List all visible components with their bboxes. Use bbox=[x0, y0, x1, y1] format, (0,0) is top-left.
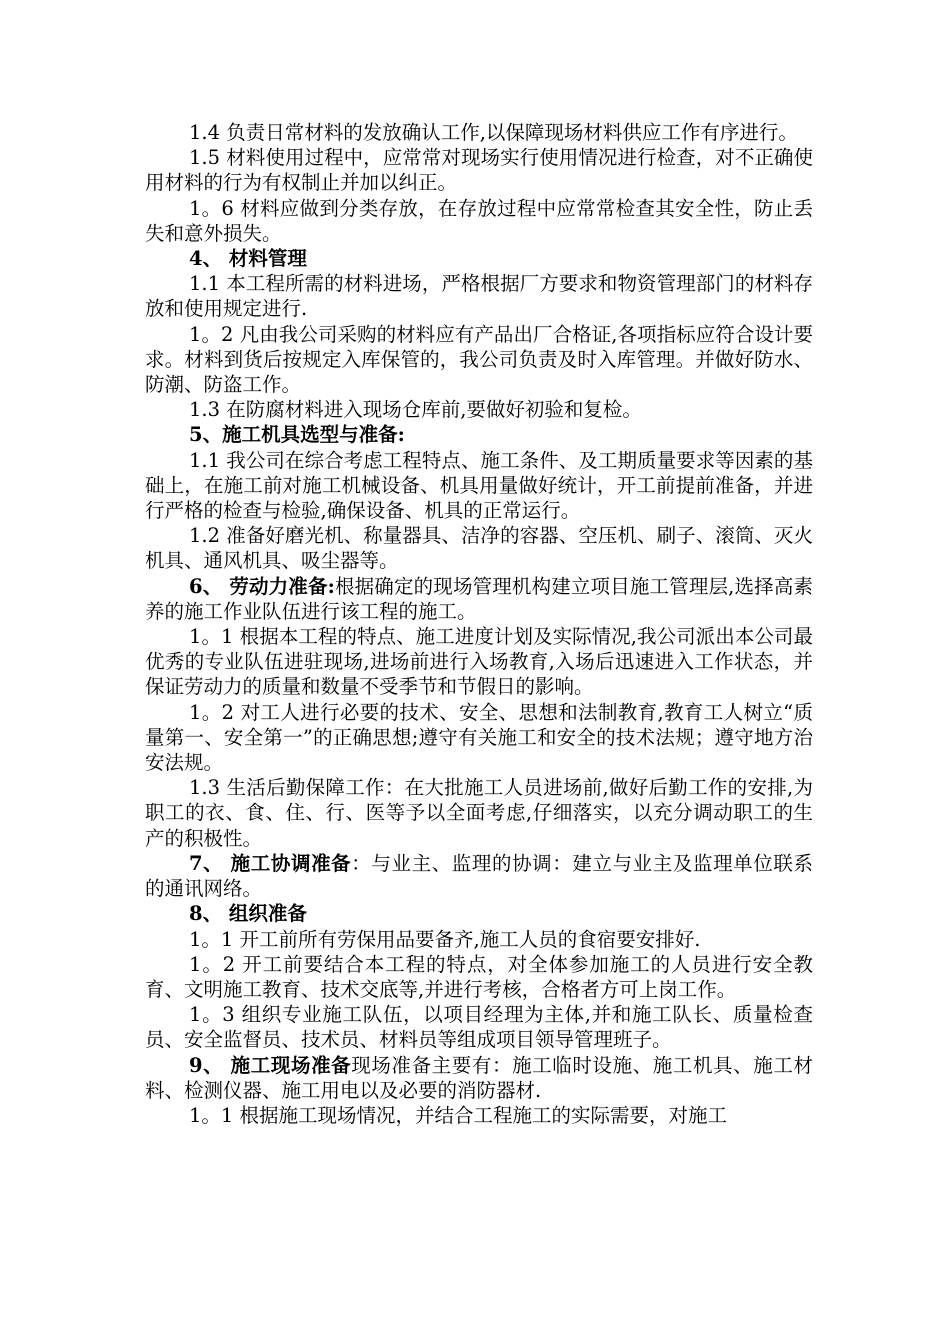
heading-labor-preparation: 6、 劳动力准备: bbox=[189, 574, 335, 598]
coordination-preparation-text: ：与业主、监理的协调：建立与业主及监理单位联系的通讯网络。 bbox=[145, 851, 813, 901]
paragraph-coordination-preparation bbox=[145, 851, 813, 901]
paragraph-8-1-3: 1。3 组织专业施工队伍，以项目经理为主体,并和施工队长、质量检查员、安全监督员、技术员、材料员等组成项目领导管理班子。 bbox=[145, 1003, 813, 1052]
paragraph-6-1-3: 1.3 生活后勤保障工作：在大批施工人员进场前,做好后勤工作的安排,为职工的衣、食、住、行、医等予以全面考虑,仔细落实，以充分调动职工的生产的积极性。 bbox=[145, 776, 813, 850]
paragraph-1-6: 1。6 材料应做到分类存放，在存放过程中应常常检查其安全性，防止丢失和意外损失。 bbox=[145, 196, 813, 245]
heading-coordination-preparation: 7、 施工协调准备 bbox=[189, 851, 352, 875]
paragraph-8-1-2: 1。2 开工前要结合本工程的特点，对全体参加施工的人员进行安全教育、文明施工教育、技术交底等,并进行考核，合格者方可上岗工作。 bbox=[145, 952, 813, 1001]
paragraph-6-1-2: 1。2 对工人进行必要的技术、安全、思想和法制教育,教育工人树立“质量第一、安全第一”的正确思想;遵守有关施工和安全的技术法规；遵守地方治安法规。 bbox=[145, 700, 813, 775]
paragraph-labor-preparation bbox=[145, 574, 813, 624]
heading-equipment-preparation: 5、施工机具选型与准备: bbox=[189, 423, 405, 447]
paragraph-5-1-2: 1.2 准备好磨光机、称量器具、洁净的容器、空压机、刷子、滚筒、灭火机具、通风机具、吸尘器等。 bbox=[145, 524, 813, 573]
paragraph-1-5: 1.5 材料使用过程中，应常常对现场实行使用情况进行检查，对不正确使用材料的行为有权制止并加以纠正。 bbox=[145, 146, 813, 195]
paragraph-8-1-1: 1。1 开工前所有劳保用品要备齐,施工人员的食宿要安排好. bbox=[189, 927, 701, 951]
site-preparation-text: 现场准备主要有：施工临时设施、施工机具、施工材料、检测仪器、施工用电以及必要的消防器材. bbox=[145, 1053, 813, 1102]
heading-organization-preparation: 8、 组织准备 bbox=[189, 902, 307, 926]
paragraph-4-1-2: 1。2 凡由我公司采购的材料应有产品出厂合格证,各项指标应符合设计要求。材料到货后按规定入库保管的，我公司负责及时入库管理。并做好防水、防潮、防盗工作。 bbox=[145, 322, 813, 397]
paragraph-1-4: 1.4 负责日常材料的发放确认工作,以保障现场材料供应工作有序进行。 bbox=[189, 121, 798, 144]
labor-preparation-text: 根据确定的现场管理机构建立项目施工管理层,选择高素养的施工作业队伍进行该工程的施工。 bbox=[145, 574, 813, 623]
paragraph-5-1-1: 1.1 我公司在综合考虑工程特点、施工条件、及工期质量要求等因素的基础上，在施工前对施工机械设备、机具用量做好统计，开工前提前准备，并进行严格的检查与检验,确保设备、机具的正常运行。 bbox=[145, 448, 813, 523]
paragraph-4-1-1: 1.1 本工程所需的材料进场，严格根据厂方要求和物资管理部门的材料存放和使用规定进行. bbox=[145, 272, 813, 321]
paragraph-4-1-3: 1.3 在防腐材料进入现场仓库前,要做好初验和复检。 bbox=[189, 398, 642, 422]
document-body bbox=[145, 120, 813, 1128]
heading-site-preparation: 9、 施工现场准备 bbox=[189, 1053, 352, 1077]
heading-material-management: 4、 材料管理 bbox=[189, 247, 307, 271]
paragraph-6-1-1: 1。1 根据本工程的特点、施工进度计划及实际情况,我公司派出本公司最优秀的专业队伍进驻现场,进场前进行入场教育,入场后迅速进入工作状态，并保证劳动力的质量和数量不受季节和节假日的影响。 bbox=[145, 625, 813, 699]
paragraph-site-preparation bbox=[145, 1053, 813, 1103]
paragraph-9-1-1: 1。1 根据施工现场情况，并结合工程施工的实际需要，对施工 bbox=[189, 1103, 728, 1127]
